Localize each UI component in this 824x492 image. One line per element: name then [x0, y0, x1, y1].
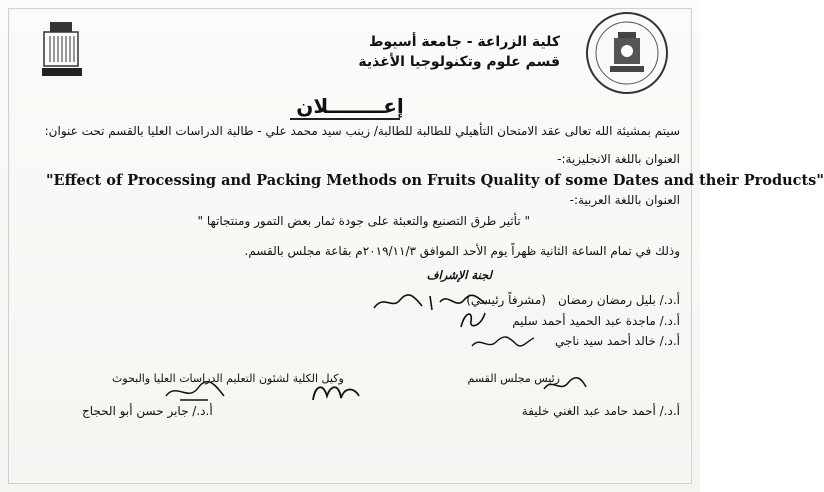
- committee-member-1-role: (مشرفاً رئيسي): [466, 293, 546, 307]
- vice-dean-signature: [160, 378, 230, 406]
- english-title-label: العنوان باللغة الانجليزية:-: [557, 152, 680, 166]
- committee-member-1: أ.د./ بليل رمضان رمضان: [557, 293, 680, 307]
- department-head-label: رئيس مجلس القسم: [467, 372, 560, 385]
- vice-dean-name: أ.د./ جابر حسن أبو الحجاج: [82, 404, 213, 418]
- committee-member-3: أ.د./ خالد أحمد سيد ناجي: [554, 334, 680, 348]
- faculty-logo-icon: [36, 12, 106, 82]
- exam-time-paragraph: وذلك في تمام الساعة الثانية ظهراً يوم الأحد الموافق ٢٠١٩/١١/٣م بقاعة مجلس بالقسم.: [244, 244, 680, 258]
- page-title: إعــــــــلان: [296, 94, 404, 118]
- header-department: قسم علوم وتكنولوجيا الأغذية: [358, 54, 560, 70]
- committee-member-2: أ.د./ ماجدة عبد الحميد أحمد سليم: [512, 314, 680, 328]
- committee-label: لجنة الإشراف: [426, 268, 492, 282]
- title-underline: [290, 118, 400, 120]
- arabic-title: " تأثير طرق التصنيع والتعبئة على جودة ثمار بعض التمور ومنتجاتها ": [197, 214, 530, 228]
- intro-paragraph: سيتم بمشيئة الله تعالى عقد الامتحان التأهيلي للطالبة للطالبة/ زينب سيد محمد علي - طالبة الدراسات العليا بالقسم تحت عنوان:: [44, 124, 680, 138]
- english-title: "Effect of Processing and Packing Methods on Fruits Quality of some Dates and their Products": [46, 172, 824, 189]
- member-3-signature: [468, 330, 538, 354]
- vice-dean-label: وكيل الكلية لشئون التعليم الدراسات العليا والبحوث: [112, 372, 344, 385]
- university-seal-icon: [584, 10, 670, 96]
- approval-signature: [305, 376, 365, 408]
- department-head-name: أ.د./ أحمد حامد عبد الغني خليفة: [521, 404, 680, 418]
- department-head-signature: [540, 373, 590, 397]
- header-college: كلية الزراعة - جامعة أسيوط: [368, 34, 560, 50]
- arabic-title-label: العنوان باللغة العربية:-: [569, 193, 680, 207]
